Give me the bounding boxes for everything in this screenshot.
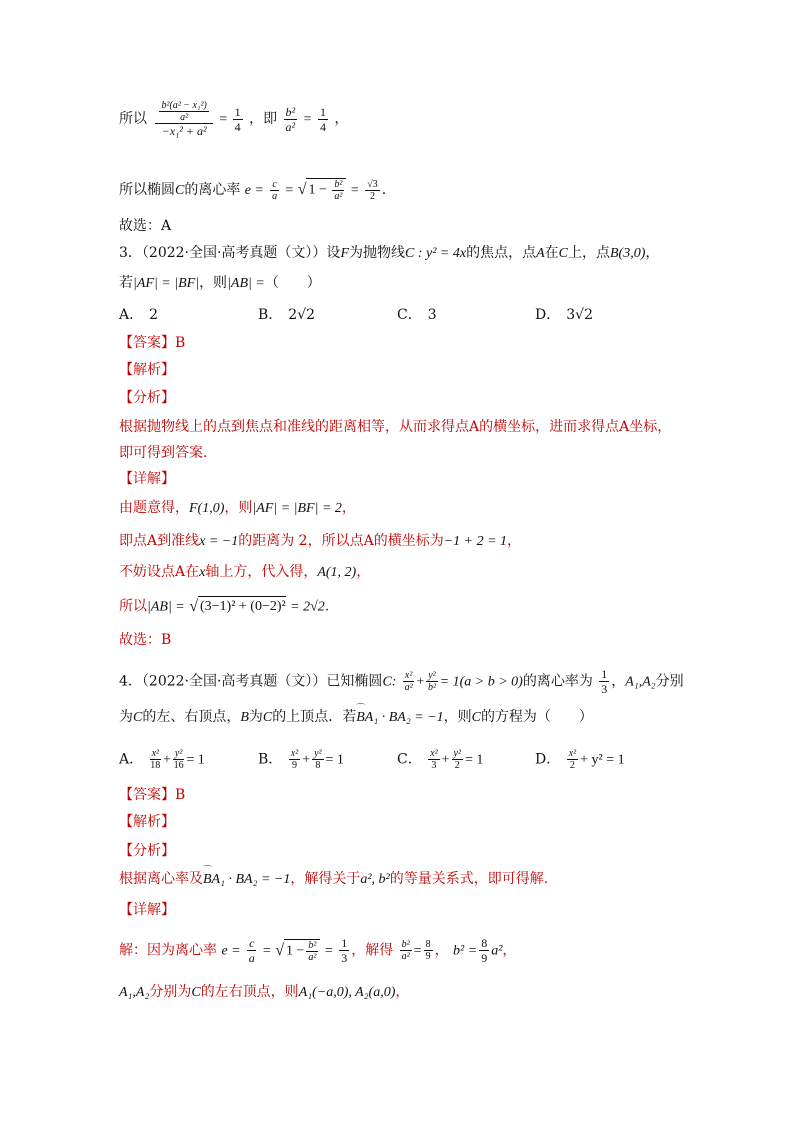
den: 3 — [341, 951, 348, 965]
a1a2: A₁,A₂ — [625, 674, 656, 690]
point-A: A(1, 2) — [317, 565, 357, 580]
text: 上，点 — [567, 245, 610, 261]
a2: a² — [491, 943, 503, 959]
y2-over-b2 — [426, 670, 437, 693]
q3-option-a — [119, 305, 158, 325]
q3-detail-line2 — [119, 531, 521, 552]
opt-value: 2 — [149, 307, 159, 323]
text: 由题意得， — [119, 500, 189, 516]
q4-answer-tag: 【答案】B — [119, 787, 186, 803]
eight-ninths — [424, 939, 433, 962]
text: ， — [645, 245, 660, 261]
text: ， — [502, 942, 517, 959]
q3-fenxi-line1: 根据抛物线上的点到焦点和准线的距离相等，从而求得点A的横坐标，进而求得点A坐标， — [119, 419, 672, 435]
num: y² — [453, 748, 461, 759]
var-x: x — [199, 565, 206, 580]
text: ，则 — [224, 500, 253, 516]
q3-answer-tag: 【答案】B — [119, 335, 186, 351]
num: b² — [334, 179, 343, 190]
num: x² — [430, 748, 438, 759]
opt-label: A． — [119, 751, 144, 768]
den: a² — [401, 951, 410, 962]
frac1 — [567, 748, 578, 771]
q4-option-a: A． $\frac{\text{x²}}{18}$ + $\frac{\text{y²}}{16}$ = 1 — [119, 748, 205, 771]
q4-detail-line2 — [119, 982, 409, 1003]
text: 3．（2022·全国·高考真题（文））设 — [119, 245, 341, 261]
den: 16 — [173, 760, 184, 771]
text: 的离心率为 — [522, 673, 593, 690]
eq: = — [285, 183, 294, 198]
den: a² — [308, 951, 317, 963]
opt-label: D． — [535, 307, 561, 323]
den: 3 — [431, 760, 437, 771]
quarter-fraction — [233, 105, 243, 134]
q3-option-b — [258, 305, 315, 325]
num: y² — [314, 748, 322, 759]
text: 的等量关系式，即可得解. — [389, 871, 549, 887]
text: ，解得关于 — [290, 871, 361, 887]
quarter-fraction-2 — [318, 105, 328, 134]
den: 9 — [481, 951, 488, 965]
num: √3 — [367, 178, 378, 190]
den: a — [248, 951, 255, 965]
line-ratio: 所以 $\frac{\frac{\text{b²(a² − x₁²)}}{\text{a²}}}{\text{−x₁² + a²}}$ = $\frac{1}{4}$ ，即 $\frac{\text{b²}}{\text{a²}}$ = $\frac{1}{4}$ ， — [119, 100, 349, 138]
q3-fenxi-tag: 【分析】 — [119, 390, 175, 406]
sqrt-text: 1 − — [286, 943, 305, 959]
text: ， — [434, 942, 449, 959]
text: 即点A到准线 — [119, 533, 200, 549]
q4-detail-tag: 【详解】 — [119, 902, 175, 918]
text: 的焦点，点 — [466, 245, 537, 261]
q3-detail-line4 — [119, 596, 329, 618]
text: （ ） — [264, 275, 321, 291]
tail: + y² = 1 — [580, 752, 625, 768]
text: 所以 — [119, 111, 147, 127]
q4-stem-line2 — [119, 707, 593, 728]
den: 3 — [601, 682, 608, 696]
opt-label: C． — [397, 307, 422, 323]
frac1 — [150, 748, 161, 771]
num: b² — [285, 104, 296, 119]
dot-product: ⌒ BA₁ · BA₂ = −1 — [356, 708, 443, 728]
var-A: A — [536, 246, 545, 261]
var-B: B — [240, 710, 249, 725]
eq: = — [219, 112, 231, 127]
den: 9 — [291, 760, 297, 771]
frac1 — [289, 748, 300, 771]
q4-option-d — [535, 748, 625, 771]
text: 为 — [248, 709, 263, 725]
vec-expr: ⌒ BA₁ · BA₂ = −1 — [203, 870, 290, 890]
answer-line-a: 故选：A — [119, 218, 172, 234]
eq: = 1(a > b > 0) — [439, 674, 523, 690]
q3-detail-line3 — [119, 562, 370, 583]
text: 的距离为 2，所以点A的横坐标为 — [238, 533, 444, 549]
text: . — [381, 182, 387, 198]
point-B: B(3,0) — [609, 246, 646, 261]
text: ，则 — [443, 709, 472, 725]
expr: −1 + 2 = 1 — [443, 534, 508, 549]
tail: = 1 — [325, 752, 344, 768]
q3-fenxi-line2: 即可得到答案. — [119, 445, 208, 461]
text: 所以 — [119, 598, 147, 615]
opt-label: A． — [119, 307, 144, 323]
text: 不妨设点A在 — [119, 564, 200, 580]
den: 18 — [150, 760, 161, 771]
text: ， — [334, 111, 349, 127]
frac-den: −x₁² + a² — [161, 124, 207, 138]
frac2 — [452, 748, 463, 771]
text: 根据离心率及 — [119, 871, 203, 887]
opt-label: D． — [535, 751, 561, 768]
text: 的方程为（ ） — [480, 709, 593, 725]
q4-fenxi-tag: 【分析】 — [119, 843, 175, 859]
q4-option-b: B． $\frac{\text{x²}}{9}$ + $\frac{\text{y²}}{8}$ = 1 — [258, 748, 344, 771]
text: 为抛物线 — [349, 245, 405, 261]
var-C: C — [191, 985, 201, 1000]
eq: |AF| = |BF| = 2 — [252, 501, 342, 516]
den: 8 — [315, 760, 321, 771]
frac1 — [428, 748, 439, 771]
condition: |AF| = |BF| — [133, 276, 200, 291]
opt-value: 2√2 — [288, 307, 316, 323]
opt-value: 3 — [427, 307, 437, 323]
sqrt-text: 1 − — [308, 182, 327, 198]
text: 在 — [544, 245, 559, 261]
opt-label: C． — [397, 751, 422, 768]
one-third — [339, 936, 349, 965]
text: 为 — [119, 709, 133, 725]
num: x² — [404, 670, 413, 681]
b2a2-fraction — [284, 105, 298, 134]
den: a² — [404, 682, 413, 693]
directrix: x = −1 — [199, 534, 239, 549]
num: x² — [568, 748, 577, 759]
num: c — [272, 178, 277, 190]
c-over-a — [270, 179, 278, 202]
q3-stem-line1 — [119, 243, 659, 264]
tail: = 1 — [464, 752, 484, 768]
text: 分别 — [655, 673, 684, 690]
text: 分别为 — [149, 984, 192, 1000]
q3-detail-tag: 【详解】 — [119, 471, 175, 487]
inner-fraction — [159, 100, 208, 123]
sqrt-expr: √ 1 − $\frac{\text{b²}}{\text{a²}}$ — [275, 939, 320, 963]
text: ， — [611, 673, 626, 690]
text: 的左右顶点，则 — [200, 984, 299, 1000]
text: 轴上方，代入得， — [205, 564, 318, 580]
den: a² — [285, 119, 296, 134]
inner-num: b²(a² − x₁²) — [161, 100, 207, 111]
num: x² — [151, 748, 160, 759]
den: 2 — [454, 760, 460, 771]
ask: |AB| = — [227, 276, 265, 291]
den: a² — [334, 191, 343, 202]
num: y² — [174, 748, 183, 759]
num: y² — [428, 670, 436, 681]
text: ， — [341, 500, 356, 516]
sqrt-expr: √ 1 − $\frac{\text{b²}}{\text{a²}}$ — [298, 178, 347, 202]
ellipse-label: C: — [382, 674, 397, 690]
num: 1 — [234, 104, 241, 119]
frac-num — [155, 100, 212, 124]
q3-option-d — [535, 305, 593, 325]
num: b² — [401, 939, 410, 950]
distance-sqrt: √ (3−1)² + (0−2)² — [189, 596, 286, 617]
text: 解：因为离心率 — [119, 942, 217, 959]
sqrt-body: (3−1)² + (0−2)² — [198, 596, 286, 617]
eq: = — [350, 183, 359, 198]
q4-stem-line1 — [119, 667, 684, 696]
line-eccentricity — [119, 178, 386, 202]
inner-den: a² — [180, 112, 189, 123]
eq: = — [262, 943, 271, 959]
ab: a², b² — [360, 872, 390, 887]
text: 的左、右顶点， — [142, 709, 241, 725]
ab: |AB| = — [147, 599, 185, 615]
e-eq: e = — [221, 943, 241, 959]
result: = 2√2 — [290, 599, 325, 615]
c-over-a — [247, 936, 256, 965]
var-C: C — [175, 183, 185, 198]
num: 8 — [425, 939, 431, 950]
text: 4．（2022·全国·高考真题（文））已知椭圆 — [119, 673, 383, 690]
x2-over-a2 — [403, 670, 414, 693]
text: ，则 — [199, 275, 228, 291]
e-eq: e = — [244, 183, 264, 198]
var-F: F — [340, 246, 349, 261]
text: ， — [356, 564, 371, 580]
num: c — [249, 936, 255, 950]
den: 2 — [569, 760, 575, 771]
q4-fenxi-line — [119, 869, 548, 890]
q4-analysis-tag: 【解析】 — [119, 814, 175, 830]
num: b² — [308, 939, 317, 951]
b2-eq: b² = — [453, 943, 478, 959]
den: 2 — [369, 190, 375, 202]
eight-ninths-2 — [479, 936, 489, 965]
text: 的上顶点．若 — [272, 709, 357, 725]
q3-detail-line1 — [119, 498, 356, 519]
num: 1 — [319, 104, 326, 119]
big-fraction — [155, 100, 212, 138]
text: . — [324, 598, 330, 615]
q3-analysis-tag: 【解析】 — [119, 362, 175, 378]
q4-option-c: C． $\frac{\text{x²}}{3}$ + $\frac{\text{y²}}{2}$ = 1 — [397, 748, 484, 771]
frac2 — [312, 748, 323, 771]
b2-a2-ratio — [400, 939, 412, 962]
den: a — [272, 190, 278, 202]
frac2 — [173, 748, 184, 771]
var-C: C — [133, 710, 143, 725]
tail: = 1 — [186, 752, 205, 768]
plus: + — [416, 674, 425, 690]
eq: = — [413, 943, 422, 959]
coords: A₁(−a,0), A₂(a,0) — [298, 985, 396, 1000]
num: 1 — [341, 936, 348, 950]
q3-stem-line2 — [119, 273, 321, 294]
text: 所以椭圆 — [119, 182, 175, 198]
den: 9 — [425, 951, 431, 962]
text: 若 — [119, 275, 133, 291]
opt-label: B． — [258, 307, 283, 323]
text: ，即 — [249, 111, 278, 127]
root3-over-2 — [365, 179, 380, 202]
var-C: C — [471, 710, 481, 725]
text: 的离心率 — [184, 182, 241, 198]
q3-option-c — [397, 305, 437, 325]
den: b² — [427, 682, 436, 693]
b2-over-a2 — [306, 940, 318, 963]
text: ， — [395, 984, 410, 1000]
num: x² — [290, 748, 299, 759]
den: 4 — [234, 119, 241, 134]
q4-detail-line1 — [119, 936, 516, 965]
one-third — [599, 667, 609, 696]
opt-label: B． — [258, 751, 283, 768]
b2-over-a2 — [332, 179, 344, 202]
opt-value: 3√2 — [566, 307, 593, 323]
point-F: F(1,0) — [189, 501, 225, 516]
den: 4 — [319, 119, 326, 134]
text: ， — [507, 533, 522, 549]
num: 1 — [601, 667, 608, 681]
parabola-eq: C : y² = 4x — [405, 246, 467, 261]
eq: = — [324, 943, 333, 959]
var-C: C — [558, 246, 568, 261]
a1a2: A₁,A₂ — [119, 985, 150, 1000]
var-C: C — [262, 710, 273, 725]
q3-choose: 故选：B — [119, 632, 172, 648]
text: ，解得 — [351, 942, 394, 959]
num: 8 — [481, 936, 488, 950]
